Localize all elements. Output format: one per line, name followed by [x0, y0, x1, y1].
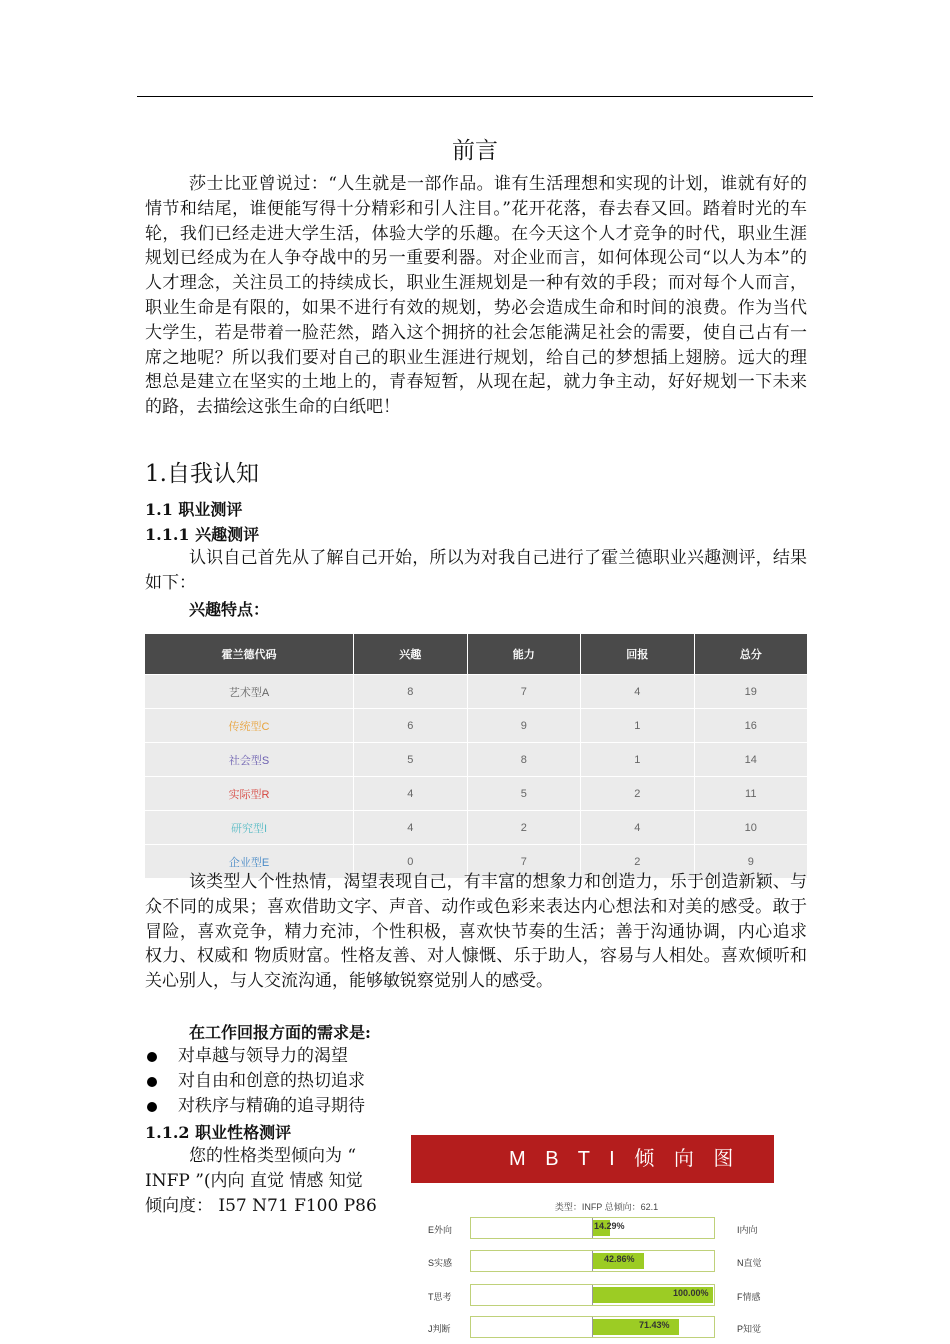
ability-cell: 9 — [467, 709, 581, 743]
table-row — [145, 709, 808, 743]
list-item-text: 对自由和创意的热切追求 — [178, 1071, 365, 1091]
table-header-cell: 回报 — [581, 634, 695, 675]
bullet-icon — [147, 1077, 157, 1087]
table-row — [145, 743, 808, 777]
mbti-midline — [592, 1285, 593, 1305]
mbti-percent-label: 71.43% — [639, 1320, 670, 1330]
list-item — [145, 1094, 365, 1119]
type-cell: 实际型R — [145, 777, 354, 811]
mbti-left-label: S实感 — [428, 1258, 453, 1268]
type-cell: 传统型C — [145, 709, 354, 743]
reward-needs-label: 在工作回报方面的需求是: — [189, 1023, 371, 1042]
interest-cell: 6 — [354, 709, 468, 743]
total-cell: 19 — [694, 675, 808, 709]
mbti-percent-label: 100.00% — [673, 1288, 709, 1298]
ability-cell: 5 — [467, 777, 581, 811]
interest-cell: 8 — [354, 675, 468, 709]
reward-list — [145, 1044, 365, 1119]
reward-cell: 4 — [581, 675, 695, 709]
interest-cell: 4 — [354, 811, 468, 845]
list-item-text: 对秩序与精确的追寻期待 — [178, 1096, 365, 1116]
ability-cell: 7 — [467, 845, 581, 879]
holland-table — [144, 633, 808, 879]
mbti-left-label: E外向 — [428, 1225, 453, 1235]
mbti-percent-label: 14.29% — [594, 1221, 625, 1231]
interest-cell: 4 — [354, 777, 468, 811]
intro-paragraph: 莎士比亚曾说过：“人生就是一部作品。谁有生活理想和实现的计划，谁就有好的情节和结尾，谁便能写得十分精彩和引人注目。”花开花落，春去春又回。踏着时光的车轮，我们已经走进大学生活，体验大学的乐趣。在今天这个人才竞争的时代，职业生涯规划已经成为在人争夺战中的另一重要利器。对企业而言，如何体现公司“以人为本”的人才理念，关注员工的持续成长，职业生涯规划是一种有效的手段；而对每个人而言，职业生命是有限的，如果不进行有效的规划，势必会造成生命和时间的浪费。作为当代大学生，若是带着一脸茫然，踏入这个拥挤的社会怎能满足社会的需要，使自己占有一席之地呢？所以我们要对自己的职业生涯进行规划，给自己的梦想插上翅膀。远大的理想总是建立在坚实的土地上的，青春短暂，从现在起，就力争主动，好好规划一下未来的路，去描绘这张生命的白纸吧！ — [145, 174, 807, 418]
ability-cell: 8 — [467, 743, 581, 777]
type-cell: 艺术型A — [145, 675, 354, 709]
ability-cell: 2 — [467, 811, 581, 845]
table-header-cell: 总分 — [694, 634, 808, 675]
mbti-line-1: 您的性格类型倾向为 “ — [189, 1146, 357, 1166]
bullet-icon — [147, 1102, 157, 1112]
mbti-chart-title: M B T I 倾 向 图 — [411, 1135, 774, 1183]
mbti-right-label: F情感 — [737, 1292, 761, 1302]
reward-cell: 1 — [581, 743, 695, 777]
mbti-row — [411, 1284, 774, 1306]
type-cell: 社会型S — [145, 743, 354, 777]
total-cell: 10 — [694, 811, 808, 845]
section-heading-1-1: 1.1 职业测评 — [145, 500, 243, 519]
mbti-left-label: J判断 — [428, 1324, 451, 1334]
mbti-right-label: N直觉 — [737, 1258, 762, 1268]
list-item-text: 对卓越与领导力的渴望 — [178, 1046, 348, 1066]
header-rule — [137, 96, 813, 97]
section-heading-1-1-2: 1.1.2 职业性格测评 — [145, 1123, 292, 1142]
list-item — [145, 1044, 365, 1069]
mbti-row — [411, 1316, 774, 1338]
mbti-percent-label: 42.86% — [604, 1254, 635, 1264]
mbti-row — [411, 1217, 774, 1239]
bullet-icon — [147, 1052, 157, 1062]
total-cell: 16 — [694, 709, 808, 743]
interest-cell: 0 — [354, 845, 468, 879]
table-row — [145, 811, 808, 845]
mbti-bar-track — [470, 1284, 715, 1306]
table-header-cell: 能力 — [467, 634, 581, 675]
mbti-chart-subtitle: 类型：INFP 总倾向：62.1 — [554, 1202, 659, 1212]
mbti-result-text — [145, 1144, 395, 1219]
interest-description-paragraph: 该类型人个性热情，渴望表现自己，有丰富的想象力和创造力，乐于创造新颖、与众不同的成果；喜欢借助文字、声音、动作或色彩来表达内心想法和对美的感受。敢于冒险，喜欢竞争，精力充沛，个性积极，喜欢快节奏的生活；善于沟通协调，内心追求权力、权威和 物质财富。性格友善、对人慷慨、乐于助人，容易与人相处。喜欢倾听和关心别人，与人交流沟通，能够敏锐察觉别人的感受。 — [145, 872, 807, 992]
mbti-midline — [592, 1251, 593, 1271]
table-row — [145, 777, 808, 811]
mbti-midline — [592, 1317, 593, 1337]
reward-cell: 2 — [581, 777, 695, 811]
mbti-bar-track — [470, 1316, 715, 1338]
section-heading-1: 1.自我认知 — [145, 461, 259, 487]
interest-cell: 5 — [354, 743, 468, 777]
mbti-bar-track — [470, 1250, 715, 1272]
total-cell: 9 — [694, 845, 808, 879]
list-item — [145, 1069, 365, 1094]
interest-intro-paragraph: 认识自己首先从了解自己开始，所以为对我自己进行了霍兰德职业兴趣测评，结果如下： — [145, 548, 807, 593]
mbti-row — [411, 1250, 774, 1272]
section-heading-1-1-1: 1.1.1 兴趣测评 — [145, 525, 260, 544]
total-cell: 14 — [694, 743, 808, 777]
total-cell: 11 — [694, 777, 808, 811]
table-header-row — [145, 634, 808, 675]
reward-cell: 2 — [581, 845, 695, 879]
reward-cell: 1 — [581, 709, 695, 743]
reward-cell: 4 — [581, 811, 695, 845]
table-header-cell: 霍兰德代码 — [145, 634, 354, 675]
type-cell: 研究型I — [145, 811, 354, 845]
mbti-midline — [592, 1218, 593, 1238]
ability-cell: 7 — [467, 675, 581, 709]
page-title: 前言 — [452, 138, 498, 164]
mbti-right-label: P知觉 — [737, 1324, 762, 1334]
interest-feature-label: 兴趣特点： — [189, 600, 270, 619]
mbti-chart — [411, 1135, 774, 1344]
mbti-line-3: 倾向度： I57 N71 F100 P86 — [145, 1196, 377, 1216]
mbti-bar-track — [470, 1217, 715, 1239]
mbti-right-label: I内向 — [737, 1225, 758, 1235]
table-row — [145, 675, 808, 709]
mbti-line-2: INFP ”(内向 直觉 情感 知觉 — [145, 1171, 363, 1191]
type-cell: 企业型E — [145, 845, 354, 879]
table-header-cell: 兴趣 — [354, 634, 468, 675]
mbti-left-label: T思考 — [428, 1292, 452, 1302]
